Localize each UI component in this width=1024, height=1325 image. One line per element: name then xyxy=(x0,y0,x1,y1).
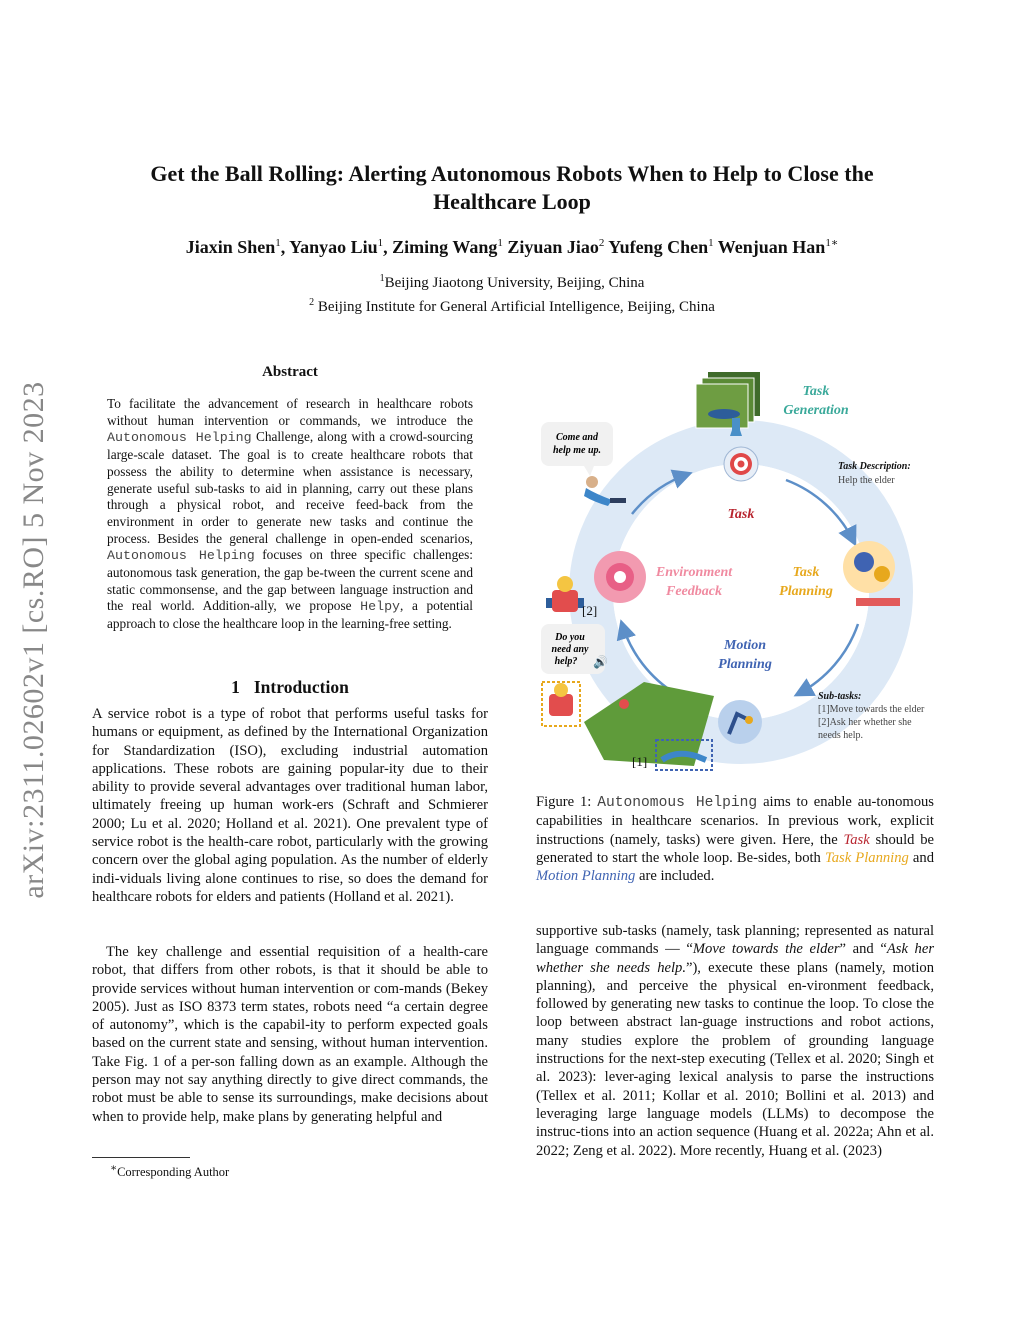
author: Ziyuan Jiao$^2$ xyxy=(507,237,605,257)
author: Jiaxin Shen$^1$, xyxy=(185,237,290,257)
section-heading: 1 Introduction xyxy=(231,677,349,697)
figure-1 xyxy=(536,362,936,782)
term-autonomous-helping: Autonomous Helping xyxy=(107,548,255,564)
term-autonomous-helping: Autonomous Helping xyxy=(107,430,252,446)
affiliations xyxy=(100,269,924,317)
subtask-1: [1]Move towards the elder xyxy=(818,704,925,715)
label-task: Task xyxy=(727,507,755,522)
abstract-body: To facilitate the advancement of research in healthcare robots without human intervention or commands, we introduce the Autonomous Helping Challenge, along with a crowd-sourcing large-scale dataset. The goal is to create healthcare robots that possess the ability to determine when assistance is necessary, generate useful sub-tasks to aid in planning, carry out these plans through a physical robot, and receive feed-back from the environment in order to generate new tasks and continue the process. Besides the general challenge in open-ended scenarios, Autonomous Helping focuses on three specific challenges: autonomous task generation, the gap be-tween the current scene and static commonsense, and the gap between language instruction and the real world. Addition-ally, we propose Helpy, a potential approach to close the healthcare loop in the learning-free setting. xyxy=(107,396,473,632)
affiliation-2: $^2$ Beijing Institute for General Artificial Intelligence, Beijing, China xyxy=(309,297,715,315)
term-helpy: Helpy xyxy=(360,599,401,615)
tag-2: [2] xyxy=(582,603,598,618)
label-task-generation: Task xyxy=(802,384,830,399)
svg-text:need any: need any xyxy=(551,644,589,655)
svg-text:help?: help? xyxy=(554,656,578,667)
tag-1: [1] xyxy=(632,754,648,769)
svg-text:Come and: Come and xyxy=(556,432,598,443)
task-description: Help the elder xyxy=(838,475,895,486)
abstract-heading: Abstract xyxy=(262,364,318,380)
svg-text:help me up.: help me up. xyxy=(552,445,602,456)
subtasks-label: Sub-tasks: xyxy=(818,691,862,702)
paper-title: Get the Ball Rolling: Alerting Autonomous Robots When to Help to Close the Healthcare Loop xyxy=(150,161,874,214)
robot-arm-icon xyxy=(718,700,762,744)
label-task-planning: Task xyxy=(792,565,820,580)
right-column-paragraph: supportive sub-tasks (namely, task planning; represented as natural language commands — “Move towards the elder” and “Ask her whether she needs help.”), execute these plans (namely, motion planning), and perceive the physical en-vironment feedback, followed by generating new tasks to continue the loop. To close the loop between abstract lan-guage instructions and robot actions, many studies explore the problem of grounding language instructions for the next-step executing (Tellex et al. 2020; Singh et al. 2023): lever-aging lexical analysis to parse the instructions (Tellex et al. 2011; Kollar et al. 2010; Bollini et al. 2013) and leveraging large language models (LLMs) to decompose the instruc-tions into an action sequence (Huang et al. 2022a; Ahn et al. 2022; Zeng et al. 2022). More recently, Huang et al. (2023) xyxy=(536,923,935,1159)
label-environment-feedback: Environment xyxy=(655,565,733,580)
subtask-2: [2]Ask her whether she xyxy=(818,717,912,728)
intro-paragraph-2: The key challenge and essential requisition of a health-care robot, that differs from other robots, is that it should be able to provide services without human intervention or com-mands (Bekey 2005). Just as ISO 8373 term states, robots need “a certain degree of autonomy”, which is the capabil-ity to perform expected goals based on the current state and sensing, without human intervention. Take Fig. 1 of a per-son falling down as an example. Although the person may not say anything directly to give direct commands, the robot must be able to sense its surroundings, make decisions about when to provide help, make plans by generating helpful and xyxy=(92,944,488,1125)
arxiv-stamp xyxy=(8,350,60,930)
svg-text:needs help.: needs help. xyxy=(818,730,863,741)
author: Ziming Wang$^1$ xyxy=(392,237,503,257)
svg-text:Generation: Generation xyxy=(783,403,849,418)
label-motion-planning: Motion xyxy=(723,638,767,653)
fallen-elder-photo xyxy=(696,384,748,428)
arxiv-id: arXiv:2311.02602v1 [cs.RO] 5 Nov 2023 xyxy=(17,381,50,899)
intro-paragraph-1: A service robot is a type of robot that performs useful tasks for humans or equipment, as defined by the International Organization for Standardization (ISO), excluding industrial automation applications. These robots are gaining popular-ity due to their ability to provide several advantages over traditional human labor, ultimately freeing up human work-ers (Schraft and Schmierer 2000; Lu et al. 2020; Holland et al. 2021). One prevalent type of service robot is the health-care robot, particularly with the growing concern over the global aging population. As the number of elderly indi-viduals living alone continues to rise, so does the demand for healthcare robots for elders and patients (Holland et al. 2021). xyxy=(92,706,488,905)
speech-bubble-elder xyxy=(541,422,613,466)
author: Yufeng Chen$^1$ xyxy=(608,237,714,257)
svg-text:Do you: Do you xyxy=(555,632,585,643)
speaker-icon: 🔊 xyxy=(593,655,608,669)
affiliation-1: $^1$Beijing Jiaotong University, Beijing, China xyxy=(379,273,645,291)
footnote: ∗Corresponding Author xyxy=(110,1163,230,1180)
svg-text:Feedback: Feedback xyxy=(666,584,722,599)
svg-text:Planning: Planning xyxy=(779,584,833,599)
author: Yanyao Liu$^1$, xyxy=(289,237,393,257)
figure-caption: Figure 1: Autonomous Helping aims to enable au-tonomous capabilities in healthcare scenarios. In previous work, explicit instructions (namely, tasks) were given. Here, the Task should be generated to start the whole loop. Be-sides, both Task Planning and Motion Planning are included. xyxy=(536,794,934,885)
environment-feedback-icon xyxy=(594,551,646,603)
task-description-label: Task Description: xyxy=(838,461,911,472)
svg-text:Planning: Planning xyxy=(718,657,772,672)
footnote-rule xyxy=(92,1157,190,1158)
author: Wenjuan Han$^{1∗}$ xyxy=(717,237,839,257)
author-list xyxy=(100,236,924,258)
